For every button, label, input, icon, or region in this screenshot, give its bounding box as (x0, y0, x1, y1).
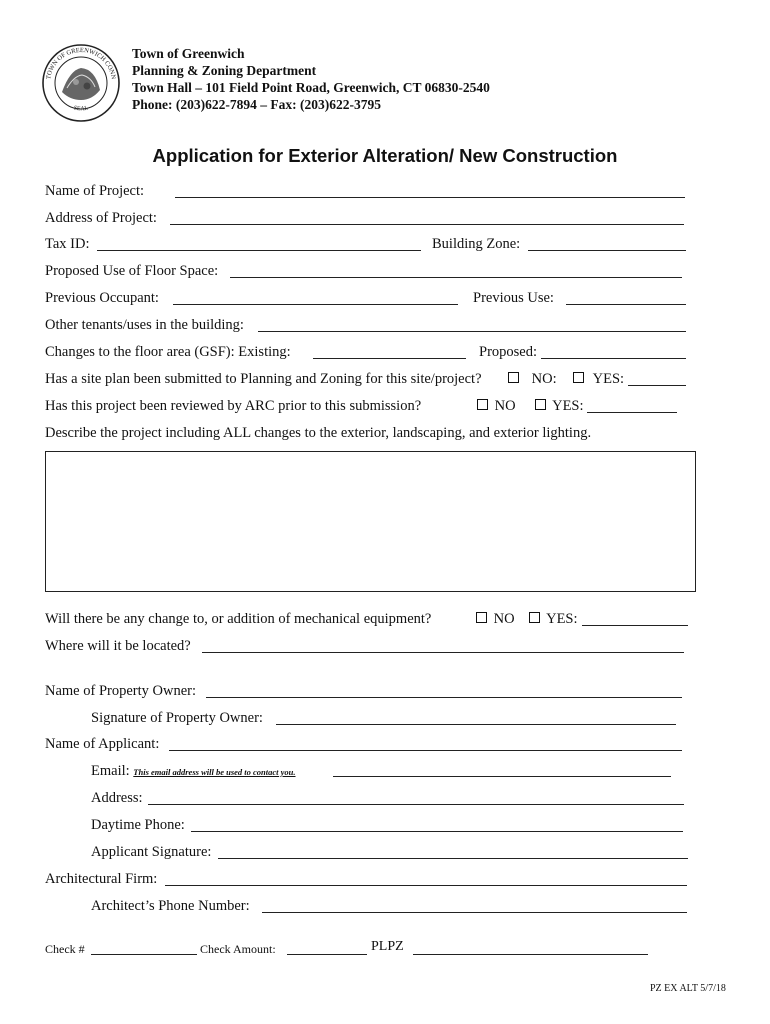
label-email: Email: (91, 763, 130, 779)
site-plan-no-label: NO: (531, 371, 557, 387)
seal-top-text: TOWN OF GREENWICH CONN (45, 46, 117, 80)
label-address: Address: (91, 790, 143, 806)
plpz-line[interactable] (413, 954, 648, 955)
department-phones: Phone: (203)622-7894 – Fax: (203)622-3795 (132, 97, 381, 112)
label-tax-id: Tax ID: (45, 236, 90, 252)
address-field[interactable] (151, 787, 682, 805)
department-address: Town Hall – 101 Field Point Road, Greenwich, CT 06830-2540 (132, 80, 490, 95)
previous-occupant-field[interactable] (176, 287, 456, 305)
owner-signature-line[interactable] (276, 724, 676, 725)
applicant-name-field[interactable] (172, 733, 680, 751)
mech-no-label: NO (493, 611, 515, 627)
department-name: Planning & Zoning Department (132, 63, 317, 78)
label-owner-signature: Signature of Property Owner: (91, 710, 263, 726)
check-number-line[interactable] (91, 954, 197, 955)
label-architectural-firm: Architectural Firm: (45, 871, 158, 887)
label-applicant-name: Name of Applicant: (45, 736, 160, 752)
arc-yes-option[interactable] (535, 398, 584, 415)
arc-no-label: NO (494, 398, 516, 414)
mech-yes-checkbox[interactable] (529, 612, 540, 623)
floor-area-existing-field[interactable] (316, 341, 464, 359)
label-applicant-signature: Applicant Signature: (91, 844, 212, 860)
site-plan-yes-checkbox[interactable] (573, 372, 584, 383)
svg-text:SEAL (73, 105, 89, 112)
mech-yes-label: YES: (546, 611, 578, 627)
floor-area-proposed-field[interactable] (544, 341, 684, 359)
arc-no-checkbox[interactable] (477, 399, 488, 410)
arc-no-option[interactable] (477, 398, 516, 415)
label-other-tenants: Other tenants/uses in the building: (45, 317, 244, 333)
check-amount-line[interactable] (287, 954, 367, 955)
label-floor-area-existing: Changes to the floor area (GSF): Existing: (45, 344, 291, 360)
site-plan-yes-label: YES: (592, 371, 625, 387)
label-check-number: Check # (45, 942, 85, 956)
building-zone-field[interactable] (531, 233, 683, 251)
label-address-of-project: Address of Project: (45, 210, 157, 226)
project-description-box[interactable] (45, 451, 696, 592)
label-previous-occupant: Previous Occupant: (45, 290, 159, 306)
site-plan-yes-option[interactable] (573, 371, 624, 388)
name-of-project-field[interactable] (178, 180, 683, 198)
label-mechanical-question: Will there be any change to, or addition of mechanical equipment? (45, 611, 432, 627)
label-proposed-use: Proposed Use of Floor Space: (45, 263, 219, 279)
location-field[interactable] (205, 635, 682, 653)
site-plan-no-option[interactable] (508, 371, 557, 388)
label-architect-phone: Architect’s Phone Number: (91, 898, 250, 914)
email-field[interactable] (336, 759, 669, 777)
label-describe-project: Describe the project including ALL changes to the exterior, landscaping, and exterior lighting. (45, 425, 592, 441)
arc-yes-line[interactable] (587, 412, 677, 413)
architect-phone-field[interactable] (265, 895, 685, 913)
site-plan-no-checkbox[interactable] (508, 372, 519, 383)
form-code: PZ EX ALT 5/7/18 (650, 983, 726, 994)
label-name-of-project: Name of Project: (45, 183, 145, 199)
proposed-use-field[interactable] (233, 260, 679, 278)
arc-yes-label: YES: (552, 398, 584, 414)
form-title: Application for Exterior Alteration/ New Construction (152, 145, 618, 166)
arc-yes-checkbox[interactable] (535, 399, 546, 410)
owner-name-field[interactable] (209, 680, 680, 698)
email-note: This email address will be used to contact you. (133, 767, 296, 777)
other-tenants-field[interactable] (261, 314, 684, 332)
town-seal (40, 42, 122, 129)
label-previous-use: Previous Use: (473, 290, 554, 306)
tax-id-field[interactable] (100, 233, 418, 251)
label-plpz: PLPZ (371, 939, 404, 954)
architectural-firm-field[interactable] (168, 868, 685, 886)
label-daytime-phone: Daytime Phone: (91, 817, 185, 833)
seal-bottom-text: SEAL (73, 105, 89, 113)
address-of-project-field[interactable] (173, 207, 682, 225)
label-arc-question: Has this project been reviewed by ARC prior to this submission? (45, 398, 422, 414)
site-plan-yes-line[interactable] (628, 385, 686, 386)
email-row (91, 763, 296, 780)
previous-use-field[interactable] (569, 287, 684, 305)
town-name: Town of Greenwich (132, 46, 245, 61)
applicant-signature-line[interactable] (218, 858, 688, 859)
label-owner-name: Name of Property Owner: (45, 683, 196, 699)
mech-yes-option[interactable] (529, 611, 578, 628)
mech-no-option[interactable] (476, 611, 515, 628)
label-floor-area-proposed: Proposed: (479, 344, 537, 360)
label-location: Where will it be located? (45, 638, 191, 654)
label-site-plan-question: Has a site plan been submitted to Planning and Zoning for this site/project? (45, 371, 482, 387)
daytime-phone-field[interactable] (194, 814, 681, 832)
label-building-zone: Building Zone: (432, 236, 521, 252)
mech-no-checkbox[interactable] (476, 612, 487, 623)
label-check-amount: Check Amount: (200, 942, 276, 956)
letterhead (132, 45, 490, 113)
mech-yes-line[interactable] (582, 625, 688, 626)
